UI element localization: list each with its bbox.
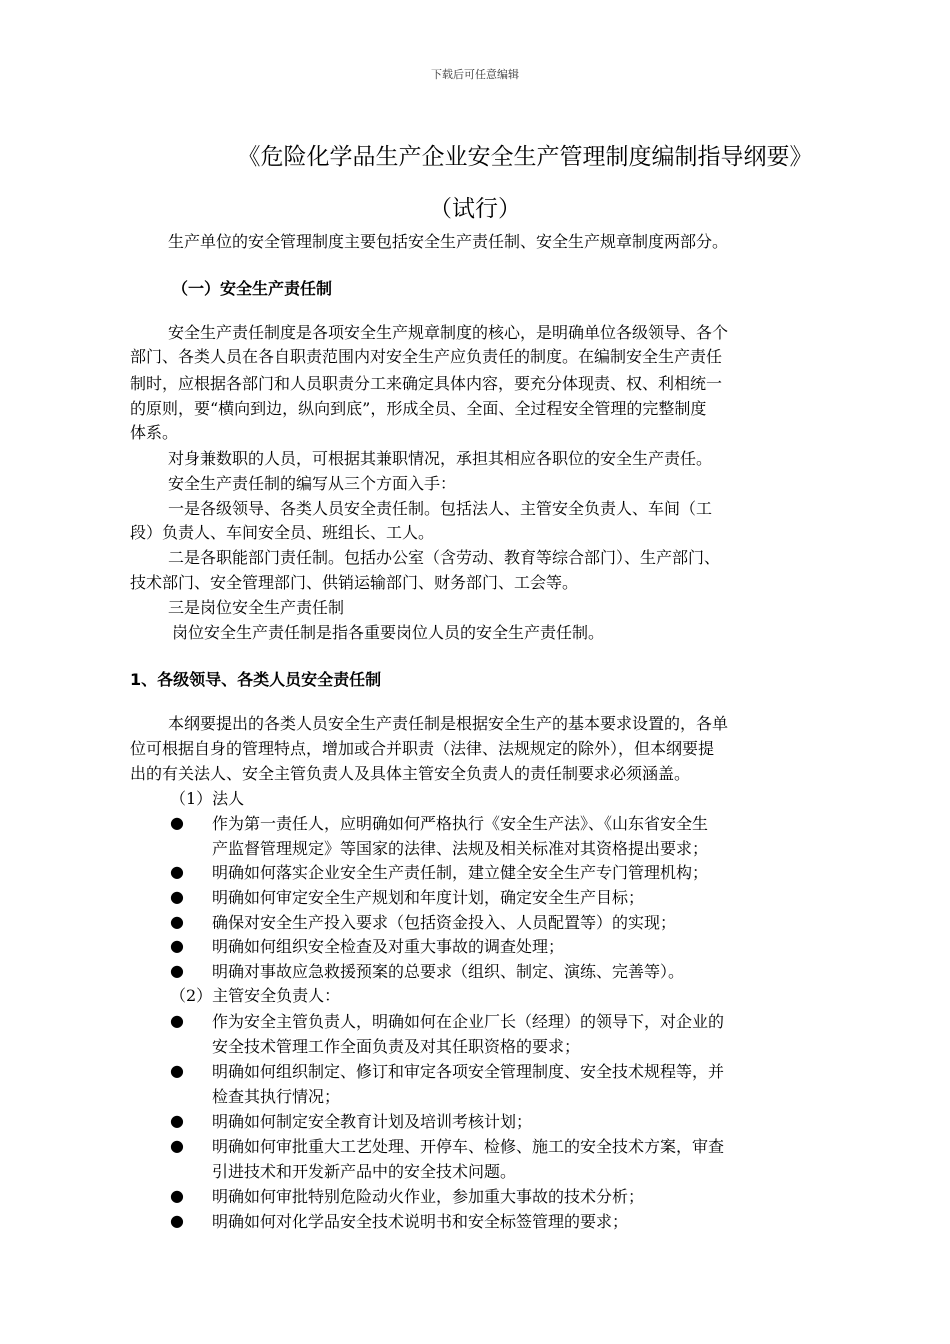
document-title: 《危险化学品生产企业安全生产管理制度编制指导纲要》	[237, 144, 813, 170]
bullet-icon: ●	[170, 936, 184, 955]
bullet-item: 明确如何审定安全生产规划和年度计划，确定安全生产目标；	[212, 888, 645, 907]
para1-line: 体系。	[130, 423, 179, 442]
section-heading-leaders-personnel: 1、各级领导、各类人员安全责任制	[130, 670, 382, 689]
bullet-item: 明确如何组织安全检查及对重大事故的调查处理；	[212, 937, 565, 956]
bullet-item: 明确如何审批特别危险动火作业，参加重大事故的技术分析；	[212, 1187, 645, 1206]
subsection-label-safety-manager: （2）主管安全负责人：	[170, 986, 341, 1005]
header-note: 下载后可任意编辑	[431, 68, 519, 81]
para5-line: 技术部门、安全管理部门、供销运输部门、财务部门、工会等。	[130, 573, 579, 592]
bullet-icon: ●	[170, 912, 184, 931]
bullet-icon: ●	[170, 961, 184, 980]
bullet-item-continuation: 安全技术管理工作全面负责及对其任职资格的要求；	[212, 1037, 581, 1056]
bullet-icon: ●	[170, 1186, 184, 1205]
bullet-item-continuation: 检查其执行情况；	[212, 1087, 341, 1106]
bullet-item-continuation: 引进技术和开发新产品中的安全技术问题。	[212, 1162, 517, 1181]
bullet-item: 明确如何制定安全教育计划及培训考核计划；	[212, 1112, 533, 1131]
bullet-item: 明确如何落实企业安全生产责任制，建立健全安全生产专门管理机构；	[212, 863, 709, 882]
document-subtitle: （试行）	[429, 196, 521, 222]
para1-line: 的原则，要“横向到边，纵向到底”，形成全员、全面、全过程安全管理的完整制度	[130, 399, 707, 418]
para7: 岗位安全生产责任制是指各重要岗位人员的安全生产责任制。	[172, 623, 605, 642]
para1-line: 安全生产责任制度是各项安全生产规章制度的核心，是明确单位各级领导、各个	[168, 323, 729, 342]
para1-line: 制时，应根据各部门和人员职责分工来确定具体内容，要充分体现责、权、利相统一	[130, 374, 723, 393]
para3: 安全生产责任制的编写从三个方面入手：	[168, 474, 457, 493]
bullet-item: 作为安全主管负责人，明确如何在企业厂长（经理）的领导下，对企业的	[212, 1012, 725, 1031]
bullet-icon: ●	[170, 1061, 184, 1080]
bullet-icon: ●	[170, 1011, 184, 1030]
bullet-icon: ●	[170, 887, 184, 906]
para2: 对身兼数职的人员，可根据其兼职情况，承担其相应各职位的安全生产责任。	[168, 449, 713, 468]
para8-line: 出的有关法人、安全主管负责人及具体主管安全负责人的责任制要求必须涵盖。	[130, 764, 691, 783]
para1-line: 部门、各类人员在各自职责范围内对安全生产应负责任的制度。在编制安全生产责任	[130, 347, 723, 366]
bullet-item: 明确如何组织制定、修订和审定各项安全管理制度、安全技术规程等，并	[212, 1062, 725, 1081]
bullet-item-continuation: 产监督管理规定》等国家的法律、法规及相关标准对其资格提出要求；	[212, 839, 709, 858]
para8-line: 本纲要提出的各类人员安全生产责任制是根据安全生产的基本要求设置的，各单	[168, 714, 729, 733]
subsection-label-legal-person: （1）法人	[170, 789, 245, 808]
para6: 三是岗位安全生产责任制	[168, 598, 345, 617]
para4-line: 一是各级领导、各类人员安全责任制。包括法人、主管安全负责人、车间（工	[168, 499, 713, 518]
bullet-item: 明确对事故应急救援预案的总要求（组织、制定、演练、完善等）。	[212, 962, 685, 981]
bullet-item: 明确如何审批重大工艺处理、开停车、检修、施工的安全技术方案，审查	[212, 1137, 725, 1156]
bullet-item: 明确如何对化学品安全技术说明书和安全标签管理的要求；	[212, 1212, 629, 1231]
bullet-item: 确保对安全生产投入要求（包括资金投入、人员配置等）的实现；	[212, 913, 677, 932]
bullet-icon: ●	[170, 862, 184, 881]
bullet-item: 作为第一责任人，应明确如何严格执行《安全生产法》、《山东省安全生	[212, 814, 709, 833]
para5-line: 二是各职能部门责任制。包括办公室（含劳动、教育等综合部门）、生产部门、	[168, 548, 721, 567]
para4-line: 段）负责人、车间安全员、班组长、工人。	[130, 523, 435, 542]
bullet-icon: ●	[170, 1111, 184, 1130]
bullet-icon: ●	[170, 1136, 184, 1155]
section-heading-responsibility-system: （一）安全生产责任制	[172, 279, 333, 298]
intro-paragraph: 生产单位的安全管理制度主要包括安全生产责任制、安全生产规章制度两部分。	[168, 232, 729, 251]
para8-line: 位可根据自身的管理特点，增加或合并职责（法律、法规规定的除外），但本纲要提	[130, 739, 715, 758]
bullet-icon: ●	[170, 1211, 184, 1230]
bullet-icon: ●	[170, 813, 184, 832]
